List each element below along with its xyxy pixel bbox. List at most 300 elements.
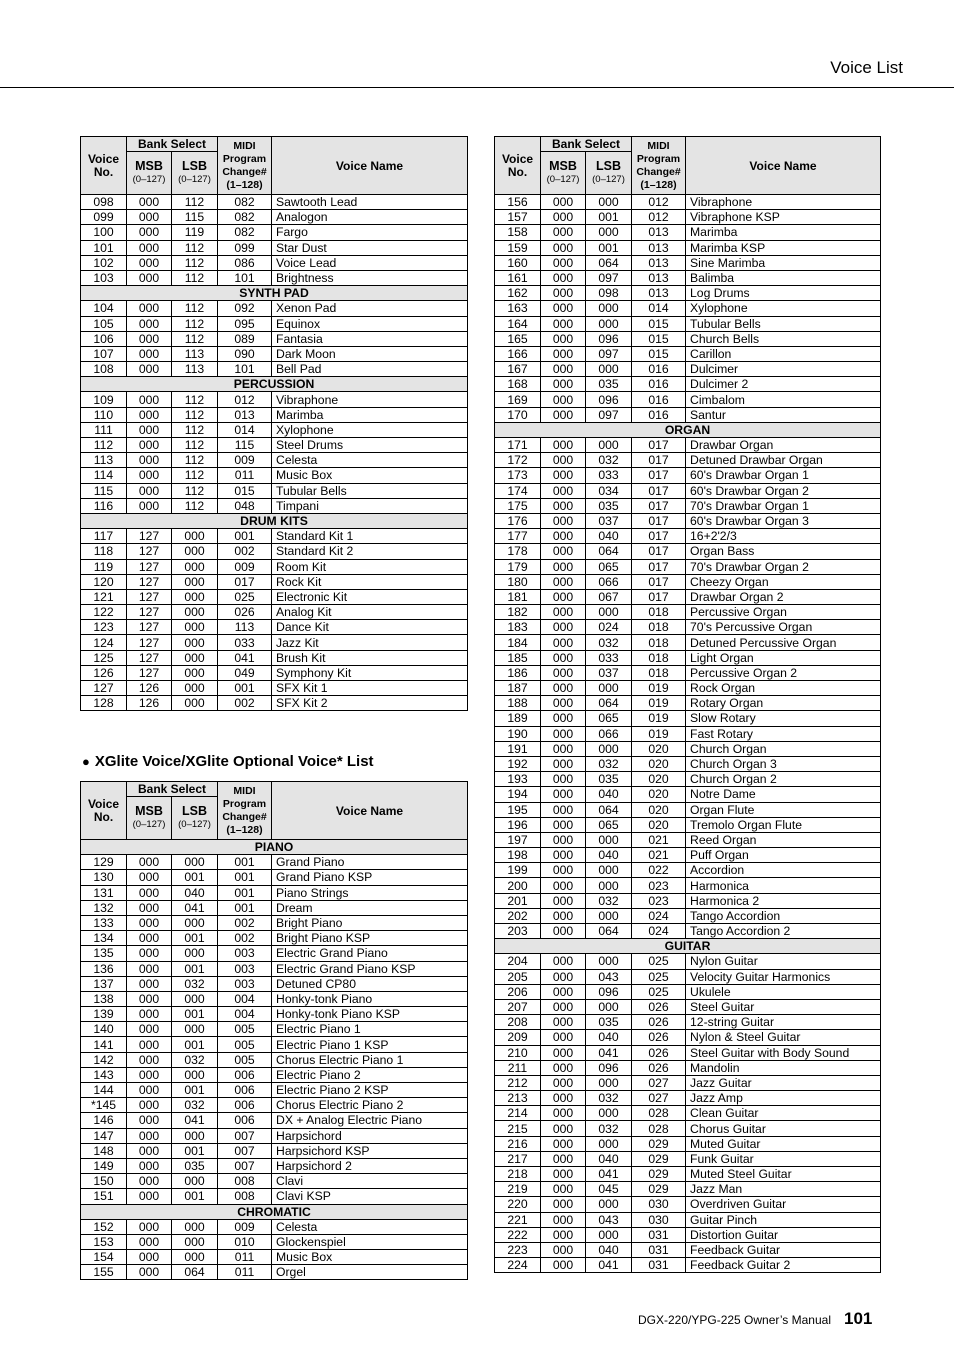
table-row <box>495 681 881 696</box>
lsb-value: 033 <box>586 468 632 483</box>
msb-value: 000 <box>127 1158 172 1173</box>
lsb-value: 067 <box>586 589 632 604</box>
msb-value: 000 <box>127 1174 172 1189</box>
category-row <box>81 1204 468 1219</box>
table-row <box>495 438 881 453</box>
voice-name: DX + Analog Electric Piano <box>272 1113 468 1128</box>
msb-value: 000 <box>127 453 172 468</box>
lsb-value: 000 <box>586 954 632 969</box>
msb-value: 127 <box>127 665 172 680</box>
program-change-value: 029 <box>632 1182 686 1197</box>
table-row <box>81 468 468 483</box>
table-row <box>495 711 881 726</box>
lsb-value: 000 <box>172 855 218 870</box>
voice-number: 202 <box>495 908 541 923</box>
lsb-value: 115 <box>172 210 218 225</box>
voice-number: 101 <box>81 240 127 255</box>
midi-header-line: Change# <box>222 165 267 178</box>
voice-number: 127 <box>81 681 127 696</box>
voice-number: 223 <box>495 1242 541 1257</box>
voice-number: 107 <box>81 346 127 361</box>
footer-page-number: 101 <box>844 1309 873 1328</box>
msb-value: 127 <box>127 559 172 574</box>
table-row <box>81 362 468 377</box>
program-change-value: 016 <box>632 362 686 377</box>
msb-value: 000 <box>127 331 172 346</box>
voice-name: Dream <box>272 900 468 915</box>
msb-value: 000 <box>127 240 172 255</box>
lsb-value: 000 <box>172 665 218 680</box>
msb-value: 000 <box>541 954 586 969</box>
msb-value: 000 <box>127 438 172 453</box>
voice-name: Harpsichord <box>272 1128 468 1143</box>
voice-number: 103 <box>81 270 127 285</box>
voice-number: 123 <box>81 620 127 635</box>
voice-name: Distortion Guitar <box>686 1227 881 1242</box>
lsb-value: 000 <box>586 1227 632 1242</box>
program-change-value: 009 <box>218 453 272 468</box>
voice-name: Marimba <box>272 407 468 422</box>
table-row <box>81 1128 468 1143</box>
voice-number: 100 <box>81 225 127 240</box>
msb-value: 000 <box>541 225 586 240</box>
voice-number: 110 <box>81 407 127 422</box>
table-row <box>495 802 881 817</box>
lsb-header <box>172 797 218 840</box>
msb-value: 000 <box>541 787 586 802</box>
msb-value: 000 <box>541 605 586 620</box>
voice-name: Grand Piano <box>272 855 468 870</box>
table-row <box>495 924 881 939</box>
voice-number: 186 <box>495 665 541 680</box>
lsb-value: 000 <box>586 438 632 453</box>
midi-header-line: (1–128) <box>226 823 263 836</box>
program-change-value: 006 <box>218 1067 272 1082</box>
program-change-value: 009 <box>218 1219 272 1234</box>
lsb-value: 000 <box>172 589 218 604</box>
msb-value: 000 <box>127 931 172 946</box>
table-row <box>81 1083 468 1098</box>
lsb-value: 045 <box>586 1182 632 1197</box>
voice-name: Brightness <box>272 270 468 285</box>
voice-number: 170 <box>495 407 541 422</box>
voice-name: Percussive Organ <box>686 605 881 620</box>
voice-number: 162 <box>495 286 541 301</box>
program-change-value: 025 <box>632 984 686 999</box>
msb-value: 000 <box>541 620 586 635</box>
lsb-label: LSB <box>182 159 207 173</box>
program-change-value: 008 <box>218 1189 272 1204</box>
program-change-value: 003 <box>218 961 272 976</box>
table-row <box>81 915 468 930</box>
voice-name: Harpsichord KSP <box>272 1143 468 1158</box>
program-change-value: 004 <box>218 991 272 1006</box>
program-change-value: 031 <box>632 1258 686 1273</box>
voice-number: 133 <box>81 915 127 930</box>
voice-number: 172 <box>495 453 541 468</box>
msb-value: 000 <box>541 529 586 544</box>
lsb-value: 000 <box>172 1067 218 1082</box>
voice-number: 166 <box>495 346 541 361</box>
voice-number: 120 <box>81 574 127 589</box>
voice-name: 70's Drawbar Organ 2 <box>686 559 881 574</box>
msb-value: 000 <box>541 1151 586 1166</box>
voice-number: 222 <box>495 1227 541 1242</box>
voice-name: Ukulele <box>686 984 881 999</box>
program-change-value: 004 <box>218 1007 272 1022</box>
voice-number: 164 <box>495 316 541 331</box>
voice-number: 149 <box>81 1158 127 1173</box>
program-change-value: 027 <box>632 1075 686 1090</box>
msb-value: 000 <box>541 1167 586 1182</box>
lsb-value: 032 <box>586 1121 632 1136</box>
voice-number: 204 <box>495 954 541 969</box>
lsb-value: 001 <box>172 1083 218 1098</box>
voice-number: 215 <box>495 1121 541 1136</box>
table-row <box>495 726 881 741</box>
lsb-value: 000 <box>172 1022 218 1037</box>
msb-value: 000 <box>127 976 172 991</box>
lsb-value: 000 <box>172 574 218 589</box>
msb-value: 000 <box>127 1143 172 1158</box>
lsb-value: 040 <box>586 1242 632 1257</box>
program-change-value: 011 <box>218 468 272 483</box>
midi-header-line: Program <box>636 152 681 165</box>
voice-number: 142 <box>81 1052 127 1067</box>
lsb-value: 037 <box>586 665 632 680</box>
voice-number: 165 <box>495 331 541 346</box>
voice-name: Star Dust <box>272 240 468 255</box>
program-change-value: 014 <box>632 301 686 316</box>
lsb-value: 065 <box>586 817 632 832</box>
voice-number: 220 <box>495 1197 541 1212</box>
voice-name: Vibraphone KSP <box>686 210 881 225</box>
lsb-header <box>586 152 632 195</box>
table-row <box>495 817 881 832</box>
program-change-value: 013 <box>632 270 686 285</box>
program-change-value: 017 <box>632 513 686 528</box>
msb-value: 000 <box>541 559 586 574</box>
lsb-value: 035 <box>586 772 632 787</box>
voice-name: Steel Guitar with Body Sound <box>686 1045 881 1060</box>
voice-number: 168 <box>495 377 541 392</box>
voice-number: 155 <box>81 1265 127 1280</box>
table-row <box>495 240 881 255</box>
msb-value: 000 <box>541 1106 586 1121</box>
msb-value: 000 <box>541 316 586 331</box>
voice-number: 167 <box>495 362 541 377</box>
program-change-value: 019 <box>632 711 686 726</box>
voice-name: Jazz Amp <box>686 1091 881 1106</box>
lsb-value: 113 <box>172 346 218 361</box>
lsb-value: 001 <box>172 1143 218 1158</box>
table-row <box>81 331 468 346</box>
midi-header-line: Change# <box>636 165 681 178</box>
table-header-row <box>81 137 468 152</box>
msb-value: 000 <box>127 225 172 240</box>
table-row <box>81 1250 468 1265</box>
voice-name: Jazz Guitar <box>686 1075 881 1090</box>
table-row <box>81 195 468 210</box>
program-change-value: 015 <box>218 483 272 498</box>
lsb-range: (0–127) <box>178 819 211 830</box>
table-row <box>495 270 881 285</box>
msb-value: 000 <box>127 301 172 316</box>
program-change-value: 017 <box>218 574 272 589</box>
category-row <box>81 840 468 855</box>
voice-no-header-line: No. <box>507 164 528 179</box>
voice-number: 140 <box>81 1022 127 1037</box>
msb-value: 000 <box>127 946 172 961</box>
voice-name: Voice Lead <box>272 255 468 270</box>
msb-value: 000 <box>541 984 586 999</box>
voice-number: 176 <box>495 513 541 528</box>
lsb-value: 064 <box>586 924 632 939</box>
msb-value: 000 <box>127 1067 172 1082</box>
table-row <box>81 240 468 255</box>
table-row <box>495 195 881 210</box>
voice-number: 169 <box>495 392 541 407</box>
program-change-value: 006 <box>218 1098 272 1113</box>
msb-value: 000 <box>541 1075 586 1090</box>
program-change-value: 029 <box>632 1136 686 1151</box>
header-divider <box>0 87 954 88</box>
program-change-value: 016 <box>632 407 686 422</box>
program-change-value: 008 <box>218 1174 272 1189</box>
msb-value: 000 <box>541 301 586 316</box>
voice-number: 111 <box>81 422 127 437</box>
program-change-value: 017 <box>632 483 686 498</box>
lsb-value: 001 <box>172 1007 218 1022</box>
voice-number: 099 <box>81 210 127 225</box>
msb-value: 126 <box>127 696 172 711</box>
voice-name: Chorus Guitar <box>686 1121 881 1136</box>
voice-name: 70's Percussive Organ <box>686 620 881 635</box>
lsb-value: 000 <box>172 559 218 574</box>
voice-number: 158 <box>495 225 541 240</box>
program-change-value: 020 <box>632 817 686 832</box>
voice-number: 177 <box>495 529 541 544</box>
lsb-range: (0–127) <box>178 174 211 185</box>
voice-number: 184 <box>495 635 541 650</box>
voice-name: Tremolo Organ Flute <box>686 817 881 832</box>
lsb-value: 112 <box>172 498 218 513</box>
table-row <box>495 772 881 787</box>
msb-value: 000 <box>541 468 586 483</box>
voice-name: Steel Drums <box>272 438 468 453</box>
msb-value: 000 <box>541 392 586 407</box>
table-row <box>81 696 468 711</box>
table-row <box>81 270 468 285</box>
program-change-value: 018 <box>632 665 686 680</box>
program-change-value: 020 <box>632 802 686 817</box>
table-row <box>495 1258 881 1273</box>
midi-program-change-header <box>218 137 272 195</box>
msb-value: 000 <box>541 1182 586 1197</box>
table-row <box>495 908 881 923</box>
table-row <box>495 1121 881 1136</box>
voice-name: Electric Piano 1 <box>272 1022 468 1037</box>
voice-number: 179 <box>495 559 541 574</box>
voice-number: 206 <box>495 984 541 999</box>
section-title-text: XGlite Voice/XGlite Optional Voice* List <box>94 753 374 770</box>
msb-value: 000 <box>541 513 586 528</box>
voice-name: Church Bells <box>686 331 881 346</box>
voice-name: Drawbar Organ <box>686 438 881 453</box>
table-row <box>495 559 881 574</box>
table-row <box>495 316 881 331</box>
voice-number: 130 <box>81 870 127 885</box>
lsb-value: 001 <box>172 1189 218 1204</box>
program-change-value: 024 <box>632 924 686 939</box>
program-change-value: 086 <box>218 255 272 270</box>
voice-name: Standard Kit 2 <box>272 544 468 559</box>
program-change-value: 019 <box>632 696 686 711</box>
msb-value: 000 <box>541 650 586 665</box>
voice-name: Cheezy Organ <box>686 574 881 589</box>
msb-value: 000 <box>541 362 586 377</box>
voice-number: 218 <box>495 1167 541 1182</box>
lsb-value: 064 <box>586 544 632 559</box>
voice-number: 131 <box>81 885 127 900</box>
lsb-value: 000 <box>586 1197 632 1212</box>
msb-value: 000 <box>541 999 586 1014</box>
voice-name: Church Organ <box>686 741 881 756</box>
lsb-value: 000 <box>172 1219 218 1234</box>
table-row <box>81 529 468 544</box>
program-change-value: 028 <box>632 1121 686 1136</box>
midi-header-line: MIDI <box>233 784 256 797</box>
lsb-value: 001 <box>586 210 632 225</box>
table-row <box>495 984 881 999</box>
table-row <box>495 407 881 422</box>
lsb-value: 032 <box>586 453 632 468</box>
lsb-value: 000 <box>172 544 218 559</box>
lsb-value: 000 <box>586 908 632 923</box>
program-change-value: 082 <box>218 195 272 210</box>
voice-number: 203 <box>495 924 541 939</box>
voice-no-header-line: No. <box>93 809 114 824</box>
voice-number: 109 <box>81 392 127 407</box>
program-change-value: 082 <box>218 210 272 225</box>
program-change-value: 003 <box>218 976 272 991</box>
lsb-value: 000 <box>172 620 218 635</box>
msb-value: 000 <box>127 362 172 377</box>
program-change-value: 002 <box>218 544 272 559</box>
lsb-value: 065 <box>586 711 632 726</box>
voice-number: 118 <box>81 544 127 559</box>
table-row <box>81 665 468 680</box>
msb-value: 000 <box>541 407 586 422</box>
msb-value: 000 <box>541 817 586 832</box>
program-change-value: 028 <box>632 1106 686 1121</box>
table-row <box>81 225 468 240</box>
table-row <box>81 1007 468 1022</box>
category-label: ORGAN <box>495 422 881 437</box>
lsb-value: 112 <box>172 407 218 422</box>
voice-name: 60's Drawbar Organ 3 <box>686 513 881 528</box>
table-row <box>81 1174 468 1189</box>
program-change-value: 029 <box>632 1167 686 1182</box>
program-change-value: 025 <box>632 954 686 969</box>
table-row <box>495 574 881 589</box>
table-row <box>81 1265 468 1280</box>
voice-name: Vibraphone <box>686 195 881 210</box>
program-change-value: 012 <box>218 392 272 407</box>
msb-value: 000 <box>541 681 586 696</box>
midi-header-line: MIDI <box>233 139 256 152</box>
lsb-label: LSB <box>182 804 207 818</box>
lsb-value: 112 <box>172 392 218 407</box>
voice-number: 136 <box>81 961 127 976</box>
table-row <box>81 635 468 650</box>
voice-name: Notre Dame <box>686 787 881 802</box>
voice-number: 200 <box>495 878 541 893</box>
voice-name: Organ Flute <box>686 802 881 817</box>
voice-number: 098 <box>81 195 127 210</box>
table-row <box>495 331 881 346</box>
lsb-value: 041 <box>586 1167 632 1182</box>
voice-number: 139 <box>81 1007 127 1022</box>
table-header-row <box>495 137 881 152</box>
table-row <box>495 650 881 665</box>
msb-value: 000 <box>127 468 172 483</box>
table-row <box>81 605 468 620</box>
table-row <box>495 1197 881 1212</box>
voice-name: Vibraphone <box>272 392 468 407</box>
lsb-value: 000 <box>172 1234 218 1249</box>
voice-number: 216 <box>495 1136 541 1151</box>
midi-header-line: Program <box>222 797 267 810</box>
table-row <box>81 991 468 1006</box>
voice-name: Balimba <box>686 270 881 285</box>
voice-number: 122 <box>81 605 127 620</box>
msb-value: 000 <box>127 885 172 900</box>
voice-number: 146 <box>81 1113 127 1128</box>
program-change-value: 031 <box>632 1242 686 1257</box>
voice-number: 128 <box>81 696 127 711</box>
table-row <box>495 498 881 513</box>
program-change-value: 101 <box>218 270 272 285</box>
lsb-value: 000 <box>172 529 218 544</box>
msb-value: 000 <box>127 255 172 270</box>
table-row <box>495 362 881 377</box>
midi-program-change-header <box>218 782 272 840</box>
program-change-value: 001 <box>218 870 272 885</box>
msb-value: 000 <box>127 1234 172 1249</box>
category-row <box>495 939 881 954</box>
voice-no-header-line: Voice <box>87 151 120 166</box>
msb-value: 000 <box>127 392 172 407</box>
voice-number: 199 <box>495 863 541 878</box>
program-change-value: 005 <box>218 1052 272 1067</box>
voice-number: 217 <box>495 1151 541 1166</box>
voice-name: Brush Kit <box>272 650 468 665</box>
msb-value: 000 <box>541 195 586 210</box>
program-change-value: 017 <box>632 529 686 544</box>
program-change-value: 101 <box>218 362 272 377</box>
voice-number: 148 <box>81 1143 127 1158</box>
table-row <box>495 787 881 802</box>
voice-name: Carillon <box>686 346 881 361</box>
voice-name: Tango Accordion 2 <box>686 924 881 939</box>
msb-value: 000 <box>541 665 586 680</box>
table-row <box>81 1052 468 1067</box>
voice-name: Clean Guitar <box>686 1106 881 1121</box>
table-row <box>495 589 881 604</box>
voice-number: 178 <box>495 544 541 559</box>
voice-name: Tubular Bells <box>686 316 881 331</box>
